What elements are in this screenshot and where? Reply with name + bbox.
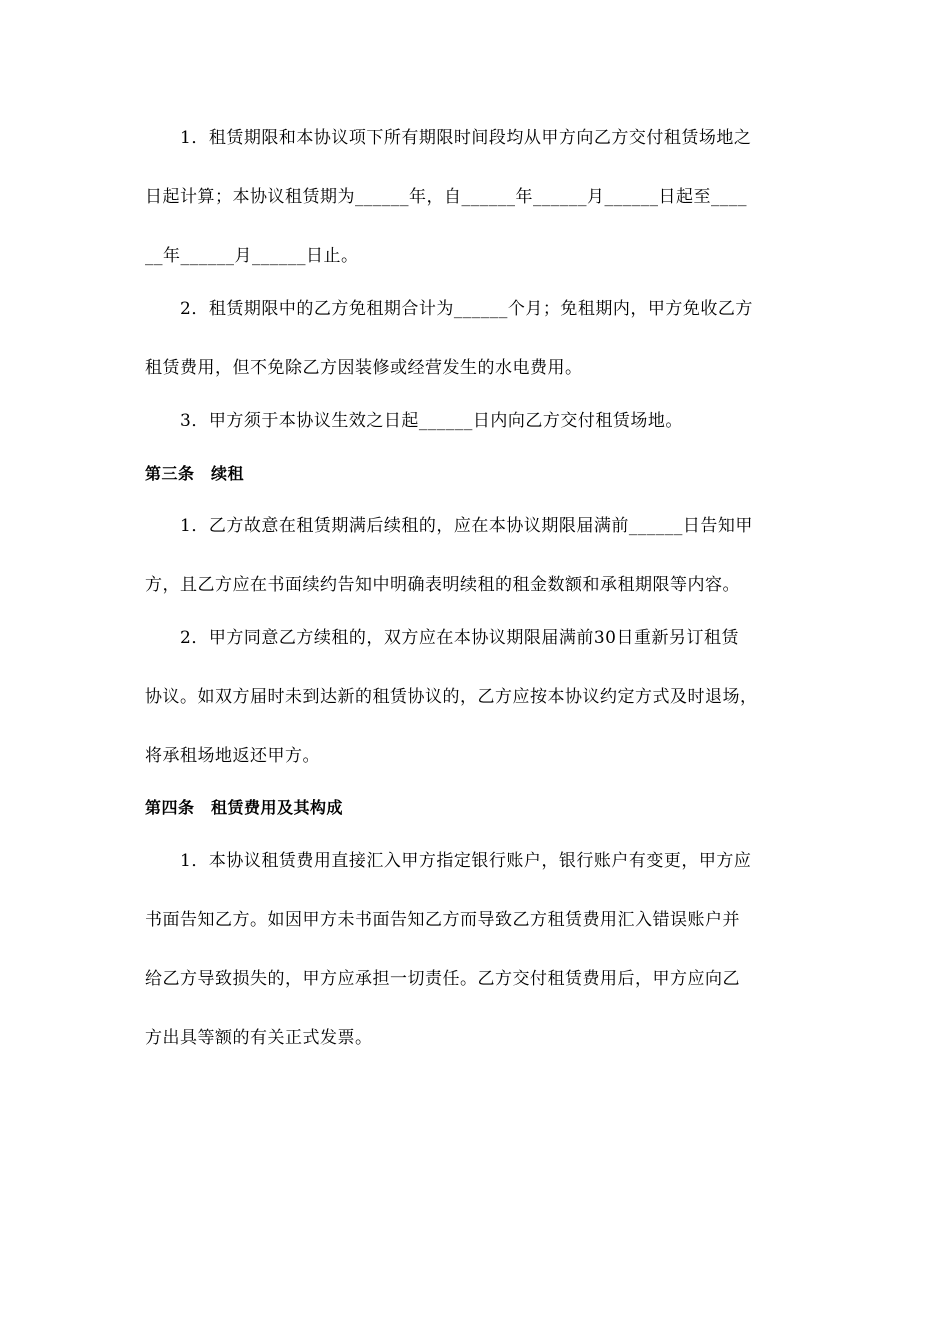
paragraph-line: 3．甲方须于本协议生效之日起______日内向乙方交付租赁场地。 <box>180 411 683 431</box>
paragraph-line: 日起计算；本协议租赁期为______年，自______年______月______日起至____ <box>145 187 747 207</box>
paragraph-line: 1．租赁期限和本协议项下所有期限时间段均从甲方向乙方交付租赁场地之 <box>180 128 752 148</box>
paragraph-line: 1．乙方故意在租赁期满后续租的，应在本协议期限届满前______日告知甲 <box>180 516 753 536</box>
paragraph-line: 2．甲方同意乙方续租的，双方应在本协议期限届满前30日重新另订租赁 <box>180 628 739 648</box>
paragraph-line: 2．租赁期限中的乙方免租期合计为______个月；免租期内，甲方免收乙方 <box>180 299 753 319</box>
paragraph-line: 给乙方导致损失的，甲方应承担一切责任。乙方交付租赁费用后，甲方应向乙 <box>145 969 740 989</box>
paragraph-line: 方出具等额的有关正式发票。 <box>145 1028 373 1048</box>
paragraph-line: 租赁费用，但不免除乙方因装修或经营发生的水电费用。 <box>145 358 583 378</box>
section-heading: 第四条 租赁费用及其构成 <box>145 798 344 817</box>
paragraph-line: 1．本协议租赁费用直接汇入甲方指定银行账户，银行账户有变更，甲方应 <box>180 851 752 871</box>
paragraph-line: 方，且乙方应在书面续约告知中明确表明续租的租金数额和承租期限等内容。 <box>145 575 740 595</box>
section-heading: 第三条 续租 <box>145 464 245 483</box>
paragraph-line: 将承租场地返还甲方。 <box>145 746 320 766</box>
paragraph-line: 协议。如双方届时未到达新的租赁协议的，乙方应按本协议约定方式及时退场， <box>145 687 758 707</box>
paragraph-line: 书面告知乙方。如因甲方未书面告知乙方而导致乙方租赁费用汇入错误账户并 <box>145 910 740 930</box>
paragraph-line: __年______月______日止。 <box>145 246 359 266</box>
